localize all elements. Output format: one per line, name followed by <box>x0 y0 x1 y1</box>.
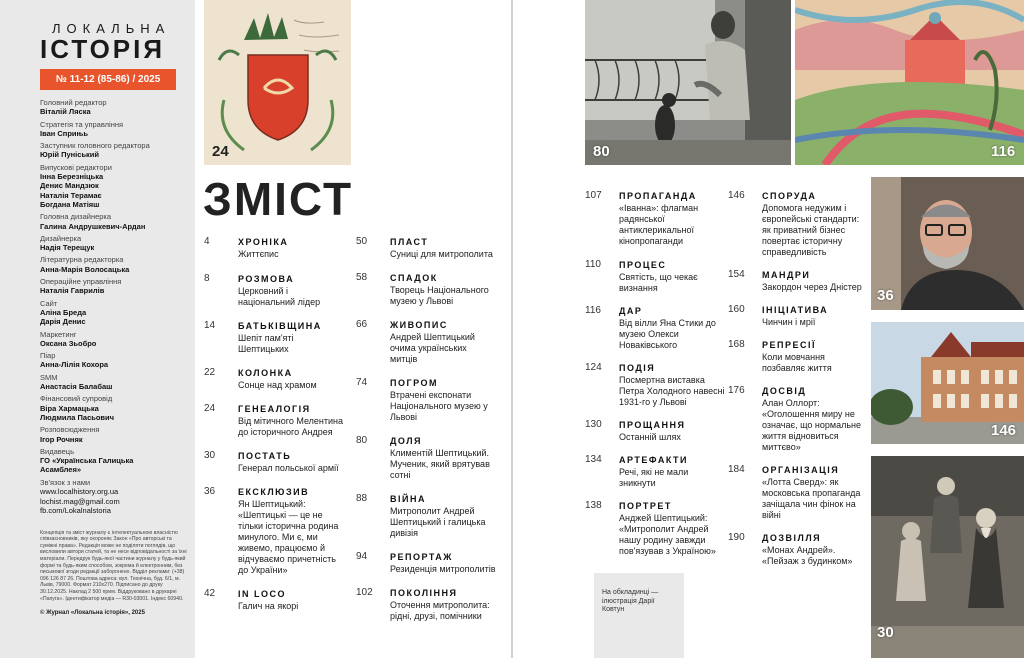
staff-role: Заступник головного редактора <box>40 141 150 151</box>
page-number-36: 36 <box>877 287 894 304</box>
toc-page-number: 4 <box>204 236 210 247</box>
staff-role: Пiар <box>40 351 56 361</box>
toc-description: Митрополит Андрей Шептицький і галицька дивізія <box>390 506 486 538</box>
staff-name: Надія Терещук <box>40 243 95 253</box>
toc-section-heading: ЖИВОПИС <box>390 320 448 330</box>
staff-name: Наталія Терамає <box>40 190 102 200</box>
toc-page-number: 146 <box>728 190 745 201</box>
toc-entry[interactable] <box>356 272 496 307</box>
toc-section-heading: ОРГАНІЗАЦІЯ <box>762 465 840 475</box>
staff-list <box>40 98 187 475</box>
toc-entry[interactable] <box>728 339 868 374</box>
photo-coat-of-arms <box>204 0 351 165</box>
toc-page-number: 184 <box>728 464 745 475</box>
toc-entry[interactable] <box>204 367 344 391</box>
toc-description: Речі, які не мали зникнути <box>619 467 689 488</box>
toc-page-number: 110 <box>585 259 601 270</box>
page-number-146: 146 <box>991 422 1017 439</box>
staff-name: Юрій Пуніський <box>40 150 100 160</box>
page-number-24: 24 <box>212 143 229 160</box>
toc-description: Коли мовчання позбавляє життя <box>762 352 832 373</box>
toc-section-heading: ПОДІЯ <box>619 363 656 373</box>
staff-role: SMM <box>40 372 58 382</box>
toc-section-heading: ХРОНІКА <box>238 237 289 247</box>
toc-section-heading: РЕПОРТАЖ <box>390 552 453 562</box>
staff-names <box>40 243 187 252</box>
staff-name: Людмила Пасьович <box>40 412 115 422</box>
toc-page-number: 24 <box>204 403 216 414</box>
contact-website[interactable]: www.localhistory.org.ua <box>40 487 119 497</box>
copyright-text: © Журнал «Локальна історія», 2025 <box>40 610 145 617</box>
staff-name: Анастасія Балабаш <box>40 382 113 392</box>
toc-section-heading: ДАР <box>619 306 643 316</box>
staff-names <box>40 360 187 369</box>
toc-description: Чинчин і мрії <box>762 317 816 327</box>
toc-page-number: 22 <box>204 367 216 378</box>
man-with-dog-photo <box>585 0 791 165</box>
toc-section-heading: КОЛОНКА <box>238 368 293 378</box>
staff-name: Ігор Рочняк <box>40 434 83 444</box>
coat-of-arms-illustration <box>204 0 351 165</box>
page-number-80: 80 <box>593 143 610 160</box>
toc-entry[interactable] <box>356 551 496 575</box>
toc-entry[interactable] <box>356 319 496 365</box>
contact-email[interactable]: lochist.mag@gmail.com <box>40 496 120 506</box>
toc-description: Від мітичного Мелентина до історичного Андрея <box>238 416 344 437</box>
toc-entry[interactable] <box>728 464 868 521</box>
toc-page-number: 176 <box>728 385 745 396</box>
toc-page-number: 36 <box>204 486 216 497</box>
staff-role: Фінансовий супровід <box>40 394 113 404</box>
toc-page-number: 124 <box>585 362 602 373</box>
toc-section-heading: СПАДОК <box>390 273 438 283</box>
toc-entry[interactable] <box>728 385 868 453</box>
staff-names <box>40 435 187 444</box>
staff-names <box>40 308 187 327</box>
page-number-116: 116 <box>991 143 1016 160</box>
toc-section-heading: ЕКСКЛЮЗИВ <box>238 487 310 497</box>
toc-section-heading: ІНІЦІАТИВА <box>762 305 829 315</box>
staff-name: Асамблея» <box>40 465 82 475</box>
toc-entry[interactable] <box>204 486 344 576</box>
toc-entry[interactable] <box>585 454 725 489</box>
staff-role: Сайт <box>40 298 58 308</box>
toc-entry[interactable] <box>585 362 725 408</box>
toc-page-number: 154 <box>728 269 745 280</box>
toc-description: Шепіт пам'яті Шептицьких <box>238 333 294 354</box>
toc-section-heading: МАНДРИ <box>762 270 811 280</box>
toc-section-heading: ВІЙНА <box>390 494 426 504</box>
contact-facebook[interactable]: fb.com/Lokalnalstoria <box>40 506 111 516</box>
toc-entry[interactable] <box>356 493 496 539</box>
toc-page-number: 107 <box>585 190 602 201</box>
staff-names <box>40 339 187 348</box>
toc-page-number: 8 <box>204 273 210 284</box>
toc-column-3 <box>585 190 725 568</box>
toc-column-1 <box>204 236 344 624</box>
toc-description: Алан Оллорт: «Оголошення миру не означає, що нормальне життя відновиться миттєво» <box>762 398 861 452</box>
toc-section-heading: ПЛАСТ <box>390 237 429 247</box>
toc-section-heading: IN LOCO <box>238 589 286 599</box>
toc-description: «Монах Андрей». «Пейзаж з будинком» <box>762 545 853 566</box>
toc-entry[interactable] <box>356 435 496 481</box>
contacts-block <box>40 478 187 516</box>
photo-building <box>871 322 1024 444</box>
toc-section-heading: ДОСВІД <box>762 386 807 396</box>
toc-description: Святість, що чекає визнання <box>619 272 698 293</box>
staff-role: Головна дизайнерка <box>40 212 112 222</box>
toc-entry[interactable] <box>585 190 725 247</box>
staff-names <box>40 150 187 159</box>
toc-section-heading: ПОГРОМ <box>390 378 438 388</box>
staff-names <box>40 286 187 295</box>
staff-role: Випускові редактори <box>40 162 112 172</box>
staff-name: Аліна Бреда <box>40 307 87 317</box>
toc-section-heading: ДОЛЯ <box>390 436 422 446</box>
toc-section-heading: ПОКОЛІННЯ <box>390 588 458 598</box>
toc-description: Втрачені експонати Національного музею у Львові <box>390 390 488 422</box>
toc-page-number: 14 <box>204 320 216 331</box>
landscape-painting <box>795 0 1024 165</box>
toc-entry[interactable] <box>204 320 344 355</box>
staff-name: Анна-Марія Волосацька <box>40 264 130 274</box>
toc-entry[interactable] <box>728 190 868 258</box>
toc-description: Генерал польської армії <box>238 463 339 473</box>
legal-text: Концепція та зміст журналу є інтелектуальною власністю співзасновників, яку охороняє Закон «Про авторські та суміжні права». Редакція може не поділяти поглядів, що висловили автори статей, та не несе відповідальності за їхні матеріали. Передрук будь-якої частини журналу у будь-який формі та будь-яким способом, зокрема й електронним, без письмової згоди редакції заборонено. Відділ реклами: (+38) 096 126 87 26. Поштова адреса: вул. Технічна, буд. 6/1, м. Львів, 79000. Формат 210х270. Підписано до друку 30.12.2025. Наклад 2 500 прим. Віддруковано в друкарні «Папуга». Ідентифікатор медіа — R30-03001. Індекс 60940. <box>40 529 187 602</box>
toc-description: Церковний і національний лідер <box>238 286 321 307</box>
toc-section-heading: СПОРУДА <box>762 191 817 201</box>
toc-entry[interactable] <box>585 305 725 351</box>
toc-page-number: 58 <box>356 272 368 283</box>
toc-description: Життєпис <box>238 249 279 259</box>
staff-name: Денис Мандзюк <box>40 181 99 191</box>
staff-role: Головний редактор <box>40 98 107 107</box>
photo-portrait <box>871 177 1024 310</box>
staff-names <box>40 404 187 423</box>
staff-name: Іван Сприњь <box>40 128 88 138</box>
toc-page-number: 66 <box>356 319 368 330</box>
issue-badge: № 11-12 (85-86) / 2025 <box>40 69 176 90</box>
staff-role: Розповсюдження <box>40 425 100 435</box>
toc-description: Останній шлях <box>619 432 681 442</box>
toc-description: Андрей Шептицький очима українських митців <box>390 332 475 364</box>
toc-page-number: 134 <box>585 454 602 465</box>
staff-role: Дизайнерка <box>40 233 82 243</box>
toc-section-heading: ПОРТРЕТ <box>619 501 672 511</box>
toc-description: Климентій Шептицький. Мученик, який врятував сотні <box>390 448 490 480</box>
toc-page-number: 94 <box>356 551 368 562</box>
toc-page-number: 30 <box>204 450 216 461</box>
toc-section-heading: БАТЬКІВЩИНА <box>238 321 322 331</box>
staff-name: ГО «Українська Галицька <box>40 456 134 466</box>
toc-entry[interactable] <box>728 532 868 567</box>
toc-description: Оточення митрополита: рідні, друзі, помічники <box>390 600 490 621</box>
staff-names <box>40 172 187 209</box>
toc-description: Допомога недужим і європейські стандарти: як приватний бізнес повертає історичну справедливість <box>762 203 860 257</box>
toc-description: Творець Національного музею у Львові <box>390 285 489 306</box>
staff-role: Літературна редакторка <box>40 255 124 265</box>
toc-page-number: 168 <box>728 339 745 350</box>
page-spine <box>511 0 513 658</box>
toc-section-heading: ПОСТАТЬ <box>238 451 292 461</box>
staff-name: Богдана Матіяш <box>40 199 100 209</box>
toc-description: Анджей Шептицький: «Митрополит Андрей нашу родину завжди пов'язував з Україною» <box>619 513 716 556</box>
toc-page-number: 88 <box>356 493 368 504</box>
toc-section-heading: ПРОПАГАНДА <box>619 191 697 201</box>
toc-section-heading: ПРОЦЕС <box>619 260 667 270</box>
toc-page-number: 190 <box>728 532 745 543</box>
toc-page-number: 102 <box>356 587 373 598</box>
staff-role: Видавець <box>40 446 75 456</box>
toc-entry[interactable] <box>356 236 496 260</box>
staff-name: Оксана Зьобро <box>40 338 97 348</box>
toc-column-2 <box>356 236 496 634</box>
staff-name: Віталій Ляска <box>40 107 91 117</box>
toc-page-number: 74 <box>356 377 368 388</box>
staff-names <box>40 456 187 475</box>
photo-man-with-dog <box>585 0 791 165</box>
staff-role: Стратегія та управління <box>40 119 124 129</box>
toc-page-number: 50 <box>356 236 368 247</box>
staff-name: Дарія Денис <box>40 317 86 327</box>
toc-description: Ян Шептицький: «Шептицькі — це не тільки історична родина минулого. Ми є, ми живемо, працюємо й відчуваємо причетність до України» <box>238 499 339 575</box>
toc-entry[interactable] <box>356 377 496 423</box>
toc-description: Посмертна виставка Петра Холодного навесні 1931-го у Львові <box>619 375 725 407</box>
toc-description: Галич на якорі <box>238 601 299 611</box>
toc-page-number: 138 <box>585 500 602 511</box>
staff-name: Анна-Лілія Кохора <box>40 360 109 370</box>
staff-role: Маркетинг <box>40 329 77 339</box>
toc-description: Сонце над храмом <box>238 380 317 390</box>
toc-description: Суниці для митрополита <box>390 249 493 259</box>
toc-section-heading: АРТЕФАКТИ <box>619 455 689 465</box>
toc-page-number: 160 <box>728 304 745 315</box>
toc-description: Закордон через Дністер <box>762 282 862 292</box>
toc-title: ЗМІСТ <box>203 173 354 225</box>
contacts-label: Зв'язок з нами <box>40 477 91 487</box>
staff-names <box>40 382 187 391</box>
toc-description: Від вілли Яна Стики до музею Олекси Новаківського <box>619 318 716 350</box>
staff-name: Віра Хармацька <box>40 403 99 413</box>
staff-names <box>40 222 187 231</box>
staff-name: Галина Андрушкевич-Ардан <box>40 221 146 231</box>
toc-entry[interactable] <box>204 273 344 308</box>
staff-name: Інна Березніцька <box>40 172 104 182</box>
logo-main-text: ІСТОРІЯ <box>40 34 166 64</box>
logo-top-text: ЛОКАЛЬНА <box>52 21 171 36</box>
toc-entry[interactable] <box>728 304 868 328</box>
toc-page-number: 42 <box>204 588 216 599</box>
toc-description: Резиденція митрополитів <box>390 564 496 574</box>
cover-note: На обкладинці — ілюстрація Дарії Ковтун <box>594 573 684 658</box>
staff-names <box>40 129 187 138</box>
toc-page-number: 80 <box>356 435 368 446</box>
toc-section-heading: ДОЗВІЛЛЯ <box>762 533 822 543</box>
staff-names <box>40 107 187 116</box>
toc-entry[interactable] <box>204 236 344 260</box>
page-number-30: 30 <box>877 624 894 641</box>
toc-entry[interactable] <box>204 588 344 612</box>
toc-description: «Іванна»: флагман радянської антиклерикальної кінопропаганди <box>619 203 699 246</box>
toc-page-number: 116 <box>585 305 601 316</box>
toc-section-heading: ГЕНЕАЛОГІЯ <box>238 404 311 414</box>
toc-entry[interactable] <box>585 259 725 294</box>
toc-section-heading: ПРОЩАННЯ <box>619 420 686 430</box>
toc-entry[interactable] <box>728 269 868 293</box>
toc-entry[interactable] <box>585 419 725 443</box>
toc-entry[interactable] <box>356 587 496 622</box>
toc-page-number: 130 <box>585 419 602 430</box>
staff-role: Операційне управління <box>40 277 122 287</box>
toc-column-4 <box>728 190 868 578</box>
toc-section-heading: РОЗМОВА <box>238 274 295 284</box>
toc-description: «Лотта Сверд»: як московська пропаганда зачіщала чин фінок на війні <box>762 477 861 520</box>
photo-painting <box>795 0 1024 165</box>
staff-name: Наталія Гаврилів <box>40 286 105 296</box>
photo-group <box>871 456 1024 658</box>
staff-names <box>40 265 187 274</box>
toc-section-heading: РЕПРЕСІЇ <box>762 340 816 350</box>
toc-entry[interactable] <box>204 450 344 474</box>
toc-entry[interactable] <box>585 500 725 557</box>
colophon-panel <box>0 0 195 658</box>
toc-entry[interactable] <box>204 403 344 438</box>
